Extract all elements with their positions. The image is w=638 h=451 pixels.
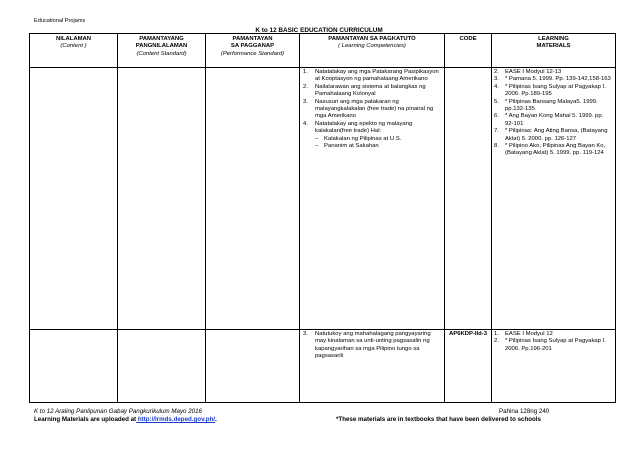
sub-list-item: – Kalakalan ng Pilipinas at U.S. [315, 135, 402, 142]
table-row [30, 68, 616, 330]
competencies-cell [300, 68, 445, 330]
list-item: 1. Natatalakay ang mga Patakarang Pasipikasyon at Kooptasyon ng pamahalaang Amerikano [303, 69, 439, 83]
header-cell-learning-materials: LEARNING MATERIALS [492, 34, 616, 68]
upload-notice: Learning Materials are uploaded at http://lrmds.deped.gov.ph/. [34, 416, 217, 423]
page-number: Pahina 128ng 240 [499, 408, 550, 415]
code-cell [445, 68, 492, 330]
list-item: 3. Nasusuri ang mga patakaran ng malayangkalakalan (free trade) na pinairal ng mga Amerikano [303, 98, 434, 120]
document-title: K to 12 BASIC EDUCATION CURRICULUM [255, 27, 383, 34]
material-item: 8. * Pilipino Ako, Pilipinas Ang Bayan Ko, (Batayang Aklat) 5. 1999. pp. 119-124 [494, 143, 606, 157]
curriculum-table [29, 33, 616, 403]
material-item: 1. EASE I Modyul 12 [494, 331, 553, 337]
code-cell: AP6KDP-IId-3 [445, 330, 492, 403]
table-row [30, 330, 616, 403]
lrmds-link[interactable]: http://lrmds.deped.gov.ph/ [136, 416, 216, 423]
performance-standard-cell [206, 68, 300, 330]
content-cell [30, 68, 118, 330]
material-item: 5. * Pilipinas Bansang Malaya5. 1999. pp.132-135 [494, 98, 598, 113]
textbook-note: *These materials are in textbooks that have been delivered to schools [336, 416, 541, 423]
material-item: 2. EASE I Modyul 12-13 [494, 69, 562, 75]
material-item: 2. * Pilipinas Isang Sulyap at Pagyakap I. 2006. Pp.196-201 [494, 338, 606, 352]
list-item: 3. Natutukoy ang mahahalagang pangyayaring may kinalaman sa unti-unting pagsasalin ng kapangyarihan sa mga Pilipino tungo sa pagsasarili [303, 331, 431, 360]
table-header-row [30, 34, 616, 68]
content-cell [30, 330, 118, 403]
material-item: 3. * Pamana 5. 1999. Pp. 139-142,158-163 [494, 76, 611, 83]
curriculum-guide-label: K to 12 Araling Panlipunan Gabay Pangkurikulum Mayo 2016 [34, 408, 202, 415]
org-label: Educational Projams [34, 18, 86, 24]
header-cell-content: NILALAMAN (Content ) [30, 34, 118, 68]
header-cell-learning-competencies: PAMANTAYAN SA PAGKATUTO ( Learning Competencies) [300, 34, 445, 68]
competency-list [303, 331, 441, 361]
materials-cell [492, 68, 616, 330]
header-cell-content-standard: PAMANTAYANG PANGNILALAMAN (Content Standard) [118, 34, 206, 68]
material-item: 4. * Pilipinas Isang Sulyap at Pagyakap I. 2006. Pp.189-195 [494, 83, 606, 98]
header-cell-code: CODE [445, 34, 492, 68]
performance-standard-cell [206, 330, 300, 403]
list-item: 4. Natatalakay ang epekto ng malayang kalakalan(free trade) Hal: [303, 120, 413, 135]
header-cell-performance-standard: PAMANTAYAN SA PAGGANAP (Performance Standard) [206, 34, 300, 68]
competency-list [303, 69, 441, 136]
content-standard-cell [118, 68, 206, 330]
content-standard-cell [118, 330, 206, 403]
materials-cell [492, 330, 616, 403]
competencies-cell [300, 330, 445, 403]
material-item: 6. * Ang Bayan Kong Mahal 5. 1999. pp. 92-101 [494, 113, 604, 127]
list-item: 2. Nailalarawan ang sistema at balangkas ng Pamahalaang Kolonyal [303, 83, 426, 98]
sub-list-item: – Pananim at Sakahan [315, 143, 379, 150]
material-item: 7. * Pilipinas: Ang Ating Bansa, (Batayang Aklat) 5. 2000. pp. 126-127 [494, 128, 608, 142]
